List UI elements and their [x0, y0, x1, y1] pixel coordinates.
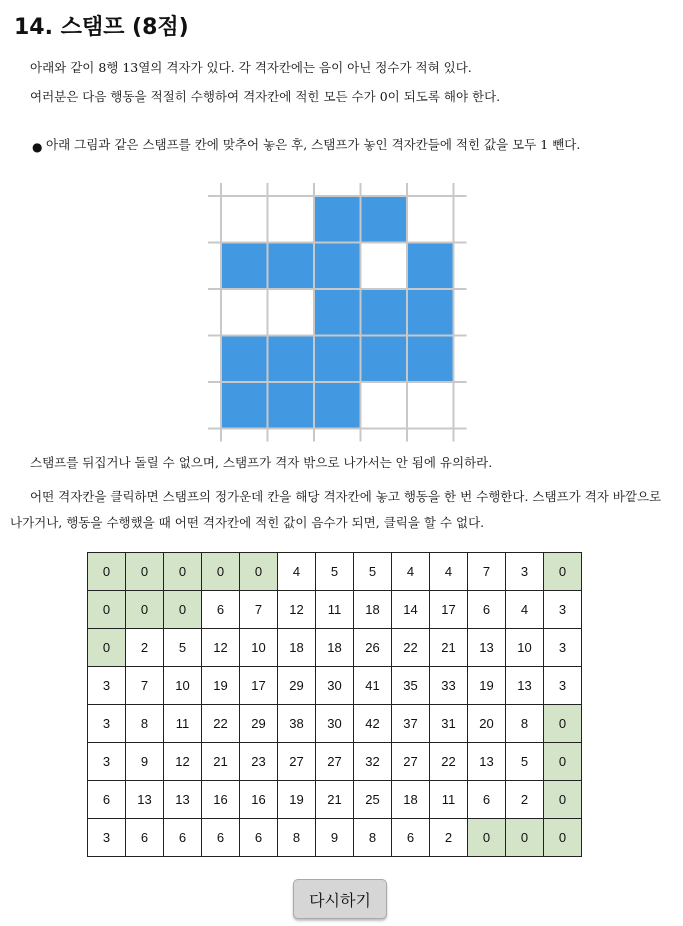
grid-cell[interactable]: 0 [88, 629, 126, 667]
stamp-cell-filled [314, 289, 361, 336]
grid-cell[interactable]: 4 [392, 553, 430, 591]
stamp-cell-filled [314, 196, 361, 243]
grid-cell[interactable]: 6 [202, 819, 240, 857]
grid-cell[interactable]: 11 [316, 591, 354, 629]
grid-cell[interactable]: 20 [468, 705, 506, 743]
grid-cell[interactable]: 0 [544, 553, 582, 591]
grid-cell[interactable]: 4 [278, 553, 316, 591]
grid-cell[interactable]: 0 [544, 705, 582, 743]
grid-cell[interactable]: 13 [506, 667, 544, 705]
grid-cell[interactable]: 3 [544, 629, 582, 667]
grid-cell[interactable]: 12 [164, 743, 202, 781]
grid-cell[interactable]: 13 [164, 781, 202, 819]
grid-cell[interactable]: 35 [392, 667, 430, 705]
grid-cell[interactable]: 0 [88, 591, 126, 629]
grid-cell[interactable]: 5 [316, 553, 354, 591]
grid-cell[interactable]: 27 [392, 743, 430, 781]
grid-cell[interactable]: 26 [354, 629, 392, 667]
grid-cell[interactable]: 41 [354, 667, 392, 705]
grid-cell[interactable]: 2 [126, 629, 164, 667]
grid-cell[interactable]: 0 [240, 553, 278, 591]
grid-cell[interactable]: 6 [468, 781, 506, 819]
grid-cell[interactable]: 10 [164, 667, 202, 705]
grid-row [88, 553, 582, 591]
grid-cell[interactable]: 3 [88, 667, 126, 705]
grid-row [88, 591, 582, 629]
grid-cell[interactable]: 0 [506, 819, 544, 857]
stamp-cell-filled [268, 243, 315, 290]
grid-cell[interactable]: 8 [506, 705, 544, 743]
grid-cell[interactable]: 6 [392, 819, 430, 857]
grid-cell[interactable]: 10 [240, 629, 278, 667]
grid-cell[interactable]: 27 [278, 743, 316, 781]
grid-cell[interactable]: 16 [202, 781, 240, 819]
note-line-1: 스탬프를 뒤집거나 돌릴 수 없으며, 스탬프가 격자 밖으로 나가서는 안 됨에 유의하라. [30, 455, 493, 470]
stamp-cell-filled [407, 243, 454, 290]
grid-cell[interactable]: 8 [126, 705, 164, 743]
grid-cell[interactable]: 0 [202, 553, 240, 591]
stamp-cell-filled [407, 336, 454, 383]
grid-cell[interactable]: 22 [202, 705, 240, 743]
grid-cell[interactable]: 22 [392, 629, 430, 667]
grid-cell[interactable]: 6 [164, 819, 202, 857]
grid-cell[interactable]: 16 [240, 781, 278, 819]
grid-cell[interactable]: 17 [240, 667, 278, 705]
grid-cell[interactable]: 6 [202, 591, 240, 629]
grid-cell[interactable]: 0 [88, 553, 126, 591]
grid-cell[interactable]: 3 [544, 591, 582, 629]
grid-cell[interactable]: 0 [544, 819, 582, 857]
grid-cell[interactable]: 0 [544, 781, 582, 819]
grid-cell[interactable]: 17 [430, 591, 468, 629]
grid-cell[interactable]: 0 [164, 591, 202, 629]
grid-cell[interactable]: 3 [88, 743, 126, 781]
grid-cell[interactable]: 18 [278, 629, 316, 667]
grid-cell[interactable]: 27 [316, 743, 354, 781]
grid-cell[interactable]: 7 [240, 591, 278, 629]
note-line-2: 어떤 격자칸을 클릭하면 스탬프의 정가운데 칸을 해당 격자칸에 놓고 행동을 한 번 수행한다. 스탬프가 격자 바깥으로 나가거나, 행동을 수행했을 때 어떤 격자칸에 적힌 값이 음수가 되면, 클릭을 할 수 없다. [10, 489, 662, 530]
stamp-cell-filled [361, 289, 408, 336]
page-title: 14. 스탬프 (8점) [14, 15, 189, 40]
stamp-cell-filled [361, 196, 408, 243]
grid-cell[interactable]: 12 [278, 591, 316, 629]
stamp-cell-filled [314, 382, 361, 429]
grid-cell[interactable]: 2 [506, 781, 544, 819]
grid-cell[interactable]: 12 [202, 629, 240, 667]
grid-row [88, 629, 582, 667]
grid-cell[interactable]: 5 [354, 553, 392, 591]
grid-cell[interactable]: 3 [506, 553, 544, 591]
grid-cell[interactable]: 9 [316, 819, 354, 857]
grid-cell[interactable]: 5 [164, 629, 202, 667]
bullet-dot-icon: ● [32, 140, 43, 154]
grid-cell[interactable]: 6 [88, 781, 126, 819]
grid-cell[interactable]: 0 [126, 591, 164, 629]
grid-cell[interactable]: 30 [316, 705, 354, 743]
grid-cell[interactable]: 4 [506, 591, 544, 629]
grid-cell[interactable]: 3 [544, 667, 582, 705]
grid-row [88, 667, 582, 705]
stamp-cell-filled [361, 336, 408, 383]
grid-cell[interactable]: 8 [278, 819, 316, 857]
grid-cell[interactable]: 30 [316, 667, 354, 705]
grid-cell[interactable]: 4 [430, 553, 468, 591]
grid-cell[interactable]: 32 [354, 743, 392, 781]
grid-cell[interactable]: 19 [202, 667, 240, 705]
grid-cell[interactable]: 10 [506, 629, 544, 667]
grid-cell[interactable]: 25 [354, 781, 392, 819]
grid-cell[interactable]: 0 [126, 553, 164, 591]
intro-line-2: 여러분은 다음 행동을 적절히 수행하여 격자칸에 적힌 모든 수가 0이 되도록 해야 한다. [30, 89, 501, 104]
stamp-cell-filled [407, 289, 454, 336]
stamp-cell-filled [221, 336, 268, 383]
grid-cell[interactable]: 7 [468, 553, 506, 591]
bullet-text: 아래 그림과 같은 스탬프를 칸에 맞추어 놓은 후, 스탬프가 놓인 격자칸들에 적힌 값을 모두 1 뺀다. [46, 137, 581, 152]
grid-cell[interactable]: 33 [430, 667, 468, 705]
stamp-cell-filled [314, 336, 361, 383]
grid-cell[interactable]: 0 [468, 819, 506, 857]
grid-cell[interactable]: 21 [430, 629, 468, 667]
stamp-cell-filled [314, 243, 361, 290]
grid-cell[interactable]: 6 [468, 591, 506, 629]
grid-cell[interactable]: 3 [88, 705, 126, 743]
restart-button[interactable]: 다시하기 [293, 879, 387, 919]
stamp-cell-filled [221, 243, 268, 290]
grid-cell[interactable]: 13 [126, 781, 164, 819]
grid-cell[interactable]: 21 [202, 743, 240, 781]
stamp-cell-filled [268, 336, 315, 383]
grid-cell[interactable]: 3 [88, 819, 126, 857]
grid-cell[interactable]: 21 [316, 781, 354, 819]
grid-cell[interactable]: 23 [240, 743, 278, 781]
grid-cell[interactable]: 19 [278, 781, 316, 819]
grid-cell[interactable]: 19 [468, 667, 506, 705]
grid-cell[interactable]: 18 [392, 781, 430, 819]
grid-cell[interactable]: 13 [468, 743, 506, 781]
grid-cell[interactable]: 42 [354, 705, 392, 743]
grid-cell[interactable]: 7 [126, 667, 164, 705]
grid-cell[interactable]: 8 [354, 819, 392, 857]
grid-cell[interactable]: 2 [430, 819, 468, 857]
grid-row [88, 819, 582, 857]
stamp-cell-filled [221, 382, 268, 429]
grid-cell[interactable]: 18 [354, 591, 392, 629]
grid-cell[interactable]: 18 [316, 629, 354, 667]
grid-cell[interactable]: 11 [430, 781, 468, 819]
grid-cell[interactable]: 11 [164, 705, 202, 743]
grid-cell[interactable]: 14 [392, 591, 430, 629]
grid-cell[interactable]: 6 [240, 819, 278, 857]
intro-line-1: 아래와 같이 8행 13열의 격자가 있다. 각 격자칸에는 음이 아닌 정수가 적혀 있다. [30, 60, 472, 75]
grid-cell[interactable]: 0 [164, 553, 202, 591]
grid-cell[interactable]: 31 [430, 705, 468, 743]
grid-cell[interactable]: 5 [506, 743, 544, 781]
grid-cell[interactable]: 22 [430, 743, 468, 781]
grid-row [88, 781, 582, 819]
number-grid [87, 552, 582, 857]
grid-cell[interactable]: 38 [278, 705, 316, 743]
grid-cell[interactable]: 29 [278, 667, 316, 705]
grid-cell[interactable]: 37 [392, 705, 430, 743]
grid-cell[interactable]: 29 [240, 705, 278, 743]
grid-cell[interactable]: 6 [126, 819, 164, 857]
grid-cell[interactable]: 13 [468, 629, 506, 667]
grid-cell[interactable]: 9 [126, 743, 164, 781]
stamp-cell-filled [268, 382, 315, 429]
grid-row [88, 705, 582, 743]
grid-cell[interactable]: 0 [544, 743, 582, 781]
grid-row [88, 743, 582, 781]
